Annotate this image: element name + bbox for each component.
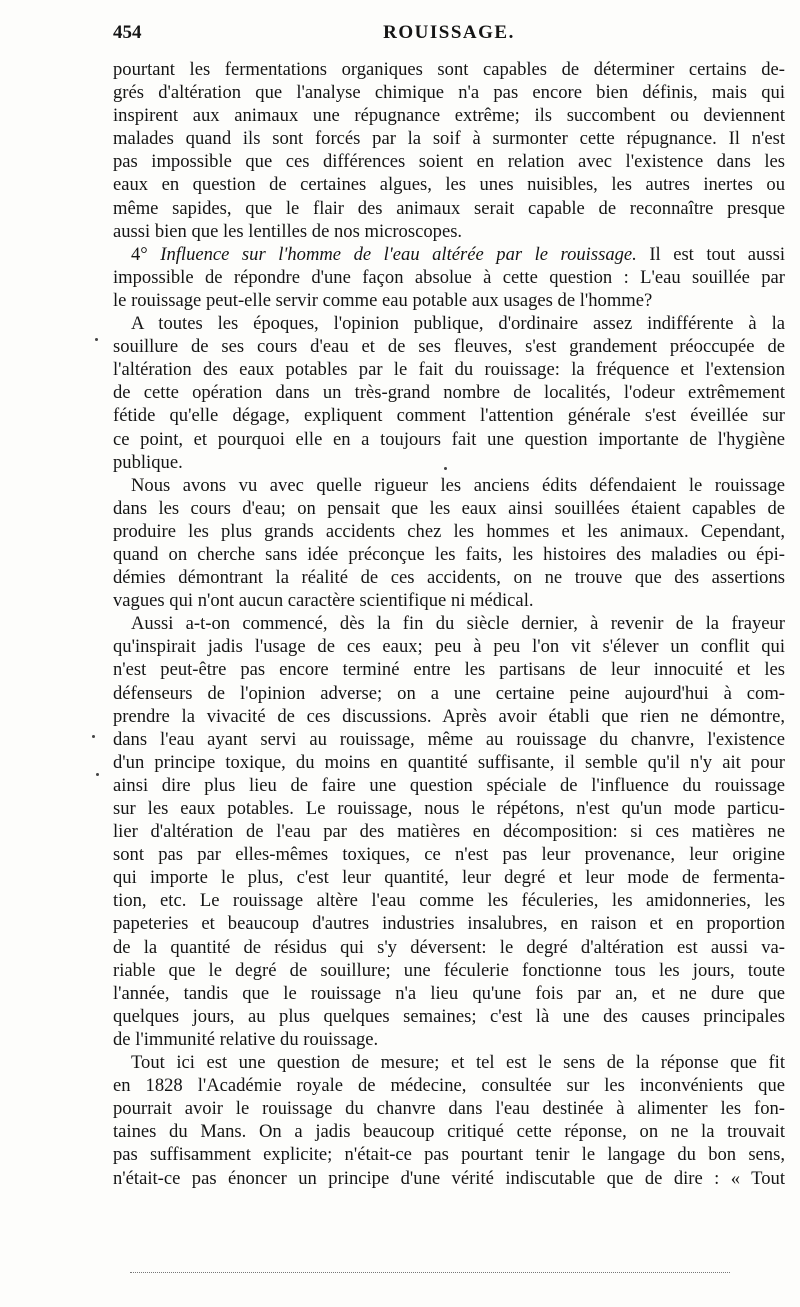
text-line: n'est peut-être pas encore terminé entre les partisans de leur innocuité et les: [113, 659, 785, 681]
print-speck: [92, 735, 95, 738]
paragraph-start-line: A toutes les époques, l'opinion publique, d'ordinaire assez indifférente à la: [131, 313, 785, 335]
text-line: taines du Mans. On a jadis beaucoup critiqué cette réponse, on ne la trouvait: [113, 1121, 785, 1143]
print-speck: [95, 338, 98, 341]
text-line: pas suffisamment explicite; n'était-ce pas pourtant tenir le langage du bon sens,: [113, 1144, 785, 1166]
paragraph-start-line: Aussi a-t-on commencé, dès la fin du siècle dernier, à revenir de la frayeur: [131, 613, 785, 635]
text-line: vagues qui n'ont aucun caractère scientifique ni médical.: [113, 590, 534, 612]
text-line: fétide qu'elle dégage, expliquent comment l'attention générale s'est éveillée sur: [113, 405, 785, 427]
text-line: dans les cours d'eau; on pensait que les eaux ainsi souillées étaient capables de: [113, 497, 785, 519]
text-line: qui importe le plus, c'est leur quantité, leur degré et leur mode de fermenta-: [113, 867, 785, 889]
text-line: qu'inspirait jadis l'usage de ces eaux; peu à peu l'on vit s'élever un conflit qui: [113, 636, 785, 658]
text-line: inspirent aux animaux une répugnance extrême; ils succombent ou deviennent: [113, 105, 785, 127]
text-line: grés d'altération que l'analyse chimique n'a pas encore bien définis, mais qui: [113, 82, 785, 104]
text-line: défenseurs de l'opinion adverse; on a une certaine peine aujourd'hui à com-: [113, 682, 785, 704]
paragraph-start-line: Tout ici est une question de mesure; et tel est le sens de la réponse que fit: [131, 1052, 785, 1074]
text-line: sont pas par elles-mêmes toxiques, ce n'est pas leur provenance, leur origine: [113, 844, 785, 866]
text-line: prendre la vivacité de ces discussions. Après avoir établi que rien ne démontre,: [113, 705, 785, 727]
text-line: impossible de répondre d'une façon absolue à cette question : L'eau souillée par: [113, 266, 785, 288]
text-line: en 1828 l'Académie royale de médecine, consultée sur les inconvénients que: [113, 1075, 785, 1097]
text-line: de la quantité de résidus qui s'y déversent: le degré d'altération est aussi va-: [113, 936, 785, 958]
text-line: le rouissage peut-elle servir comme eau potable aux usages de l'homme?: [113, 289, 653, 311]
text-line: de l'immunité relative du rouissage.: [113, 1028, 379, 1050]
text-line: quelques jours, au plus quelques semaines; c'est là une des causes principales: [113, 1005, 785, 1027]
text-line: pas impossible que ces différences soient en relation avec l'existence dans les: [113, 151, 785, 173]
text-line: pourrait avoir le rouissage du chanvre dans l'eau destinée à alimenter les fon-: [113, 1098, 785, 1120]
text-line: aussi bien que les lentilles de nos microscopes.: [113, 220, 463, 242]
text-line: eaux en question de certaines algues, les unes nuisibles, les autres inertes ou: [113, 174, 785, 196]
text-line: de cette opération dans un très-grand nombre de localités, l'odeur extrêmement: [113, 382, 785, 404]
text-line: lier d'altération de l'eau par des matières en décomposition: si ces matières ne: [113, 821, 785, 843]
text-line: malades quand ils sont forcés par la soif à surmonter cette répugnance. Il n'est: [113, 128, 785, 150]
text-line: tion, etc. Le rouissage altère l'eau comme les féculeries, les amidonneries, les: [113, 890, 785, 912]
running-title: ROUISSAGE.: [383, 22, 515, 43]
bleed-through-dotted-line: [130, 1272, 730, 1273]
text-line: même sapides, que le flair des animaux serait capable de reconnaître presque: [113, 197, 785, 219]
text-line: ce point, et pourquoi elle en a toujours fait une question importante de l'hygiène: [113, 428, 785, 450]
text-line: l'altération des eaux potables par le fait du rouissage: la fréquence et l'extension: [113, 359, 785, 381]
page-number: 454: [113, 22, 142, 43]
heading-continuation: Il est tout aussi: [636, 243, 785, 265]
text-line: publique.: [113, 451, 183, 473]
body-text: [113, 58, 785, 1190]
page-header: [113, 22, 785, 46]
paragraph-start-line: Nous avons vu avec quelle rigueur les anciens édits défendaient le rouissage: [131, 474, 785, 496]
text-line: produire les plus grands accidents chez les hommes et les animaux. Cependant,: [113, 520, 785, 542]
print-speck: [444, 467, 447, 470]
text-line: riable que le degré de souillure; une féculerie fonctionne tous les jours, toute: [113, 959, 785, 981]
text-line: papeteries et beaucoup d'autres industries insalubres, en raison et en proportion: [113, 913, 785, 935]
text-line: dans l'eau ayant servi au rouissage, même au rouissage du chanvre, l'existence: [113, 728, 785, 750]
section-heading-line: [113, 243, 785, 266]
text-line: n'était-ce pas énoncer un principe d'une vérité indiscutable que de dire : « Tout: [113, 1167, 785, 1189]
section-heading: Influence sur l'homme de l'eau altérée par le rouissage.: [160, 243, 637, 265]
text-line: d'un principe toxique, du moins en quantité suffisante, il semble qu'il n'y ait pour: [113, 751, 785, 773]
section-number: 4°: [131, 243, 161, 265]
text-line: pourtant les fermentations organiques sont capables de déterminer certains de-: [113, 59, 785, 80]
text-line: souillure de ses cours d'eau et de ses fleuves, s'est grandement préoccupée de: [113, 336, 785, 358]
text-line: sur les eaux potables. Le rouissage, nous le répétons, n'est qu'un mode particu-: [113, 798, 785, 819]
text-line: ainsi dire plus lieu de faire une question spéciale de l'influence du rouissage: [113, 774, 785, 796]
text-line: l'année, tandis que le rouissage n'a lieu qu'une fois par an, et ne dure que: [113, 982, 785, 1004]
text-line: démies démontrant la réalité de ces accidents, on ne trouve que des assertions: [113, 567, 785, 589]
text-line: quand on cherche sans idée préconçue les faits, les histoires des maladies ou épi-: [113, 543, 785, 565]
print-speck: [96, 773, 99, 776]
